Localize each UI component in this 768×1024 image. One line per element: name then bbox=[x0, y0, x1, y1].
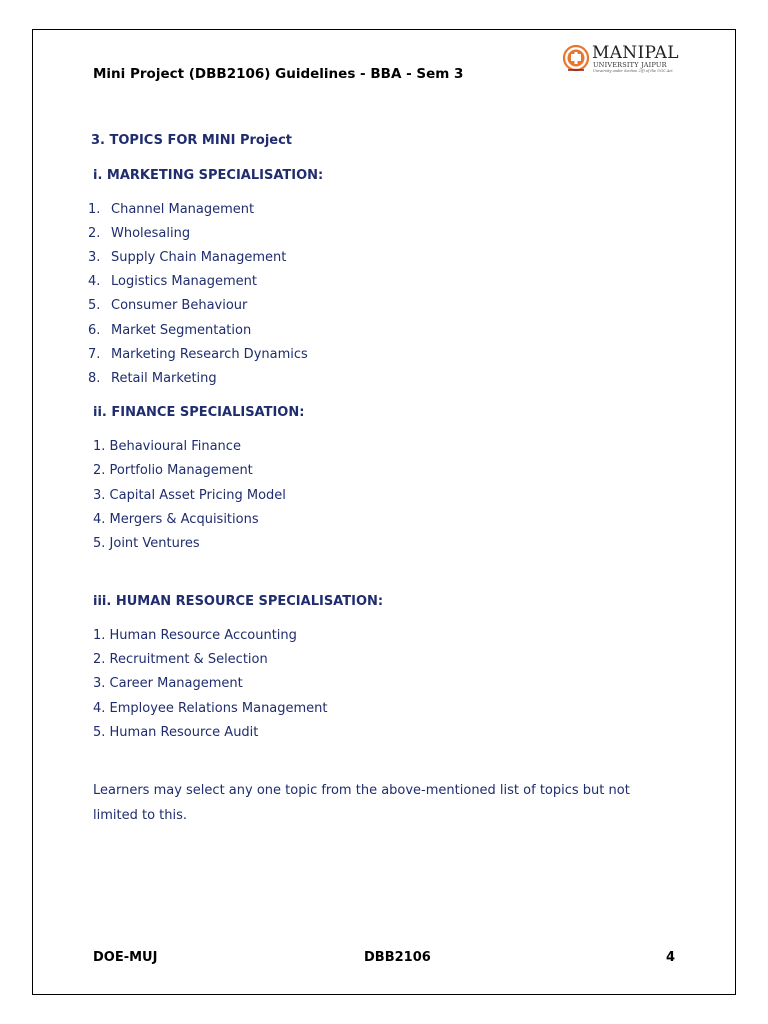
list-item: 4. Mergers & Acquisitions bbox=[93, 512, 259, 527]
logo-tagline: University under Section 2(f) of the UGC Act bbox=[593, 69, 673, 73]
logo-subtitle: UNIVERSITY JAIPUR bbox=[593, 61, 667, 69]
university-logo bbox=[562, 43, 679, 77]
page-number: 4 bbox=[666, 950, 676, 965]
list-number: 6. bbox=[88, 323, 101, 338]
list-number: 7. bbox=[88, 347, 101, 362]
list-number: 2. bbox=[88, 226, 101, 241]
footer-course-code: DBB2106 bbox=[364, 950, 431, 965]
list-item: 2. Recruitment & Selection bbox=[93, 652, 268, 667]
list-item: 3. Capital Asset Pricing Model bbox=[93, 488, 286, 503]
finance-heading: ii. FINANCE SPECIALISATION: bbox=[93, 405, 305, 420]
list-number: 8. bbox=[88, 371, 101, 386]
list-number: 3. bbox=[88, 250, 101, 265]
manipal-emblem-icon bbox=[562, 44, 590, 74]
logo-name: MANIPAL bbox=[592, 43, 679, 63]
list-item: 1. Behavioural Finance bbox=[93, 439, 241, 454]
list-item: 1. Human Resource Accounting bbox=[93, 628, 297, 643]
hr-heading: iii. HUMAN RESOURCE SPECIALISATION: bbox=[93, 594, 384, 609]
list-item: Channel Management bbox=[111, 202, 255, 217]
list-item: Marketing Research Dynamics bbox=[111, 347, 308, 362]
list-item: Wholesaling bbox=[111, 226, 191, 241]
list-number: 4. bbox=[88, 274, 101, 289]
list-item: Consumer Behaviour bbox=[111, 298, 248, 313]
list-item: 5. Human Resource Audit bbox=[93, 725, 259, 740]
selection-note: Learners may select any one topic from the above-mentioned list of topics but not limited to this. bbox=[93, 783, 630, 823]
list-item: Supply Chain Management bbox=[111, 250, 287, 265]
list-number: 1. bbox=[88, 202, 101, 217]
section-title: 3. TOPICS FOR MINI Project bbox=[91, 133, 293, 148]
list-item: Logistics Management bbox=[111, 274, 258, 289]
footer-left: DOE-MUJ bbox=[93, 950, 158, 965]
list-item: Market Segmentation bbox=[111, 323, 252, 338]
list-item: Retail Marketing bbox=[111, 371, 217, 386]
header-title: Mini Project (DBB2106) Guidelines - BBA - Sem 3 bbox=[93, 66, 464, 82]
marketing-heading: i. MARKETING SPECIALISATION: bbox=[93, 168, 324, 183]
list-item: 5. Joint Ventures bbox=[93, 536, 200, 551]
list-number: 5. bbox=[88, 298, 101, 313]
list-item: 4. Employee Relations Management bbox=[93, 701, 328, 716]
list-item: 2. Portfolio Management bbox=[93, 463, 253, 478]
list-item: 3. Career Management bbox=[93, 676, 243, 691]
